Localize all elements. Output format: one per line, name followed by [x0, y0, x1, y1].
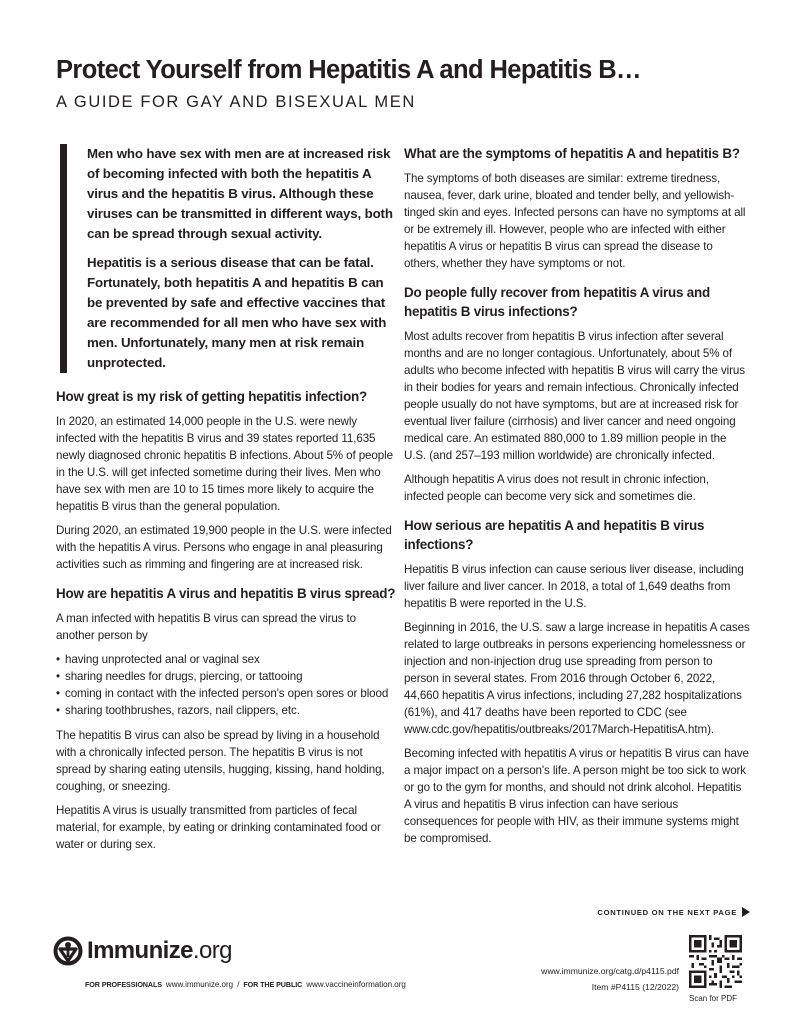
section-heading: How great is my risk of getting hepatitis infection? — [56, 389, 368, 404]
professionals-label: FOR PROFESSIONALS — [85, 980, 162, 989]
bullet-icon: • — [56, 653, 60, 666]
section-spread — [56, 584, 396, 853]
logo-wordmark — [87, 937, 232, 965]
left-column — [56, 144, 396, 864]
logo-name: Immunize — [87, 937, 193, 964]
section-heading: How serious are hepatitis A and hepatitis B virus infections? — [404, 518, 705, 552]
footer-item-info — [541, 963, 679, 995]
body-paragraph: Although hepatitis A virus does not result in chronic infection, infected people can become very sick and sometimes die. — [404, 473, 709, 503]
list-item-text: having unprotected anal or vaginal sex — [65, 653, 260, 666]
list-item — [56, 702, 396, 719]
intro-paragraph: Men who have sex with men are at increased risk of becoming infected with both the hepatitis A virus and the hepatitis B virus. Although these viruses can be transmitted in different ways, both can be spread through sexual activity. — [87, 146, 393, 241]
bullet-icon: • — [56, 687, 60, 700]
bullet-icon: • — [56, 670, 60, 683]
list-item — [56, 685, 396, 702]
bullet-list — [56, 651, 396, 719]
body-paragraph: Most adults recover from hepatitis B virus infection after several months and are no longer contagious. Unfortunately, about 5% of adults who become infected with hepatitis B virus will carry the virus in their bodies for years and remain infectious. Chronically infected people usually do not have symptoms, but are at increased risk for eventual liver failure (cirrhosis) and liver cancer and need ongoing medical care. An estimated 880,000 to 1.89 million people in the U.S. (and 257–193 million worldwide) are chronically infected. — [404, 330, 745, 462]
page-subtitle: A GUIDE FOR GAY AND BISEXUAL MEN — [56, 93, 416, 111]
section-heading: What are the symptoms of hepatitis A and hepatitis B? — [404, 146, 740, 161]
qr-label: Scan for PDF — [689, 994, 738, 1003]
bullet-icon: • — [56, 704, 60, 717]
section-heading: Do people fully recover from hepatitis A virus and hepatitis B virus infections? — [404, 285, 710, 319]
footer-separator: / — [237, 980, 240, 989]
body-paragraph: The hepatitis B virus can also be spread by living in a household with a chronically infected person. The hepatitis B virus is not spread by sharing eating utensils, hugging, kissing, hand holding, coughing, or sneezing. — [56, 729, 385, 793]
immunize-logo-icon — [53, 936, 83, 966]
pdf-link[interactable]: www.immunize.org/catg.d/p4115.pdf — [541, 966, 679, 976]
list-item — [56, 651, 396, 668]
body-paragraph: Hepatitis A virus is usually transmitted from particles of fecal material, for example, by eating or drinking contaminated food or water or during sex. — [56, 804, 381, 851]
item-number: Item #P4115 (12/2022) — [591, 982, 679, 992]
immunize-logo — [53, 936, 232, 966]
footer-links — [85, 980, 406, 989]
continued-label: CONTINUED ON THE NEXT PAGE — [597, 907, 737, 917]
qr-code-icon[interactable] — [689, 935, 742, 988]
body-paragraph: Hepatitis B virus infection can cause serious liver disease, including liver failure and liver cancer. In 2018, a total of 1,649 deaths from hepatitis B were reported in the U.S. — [404, 563, 744, 610]
body-paragraph: The symptoms of both diseases are similar: extreme tiredness, nausea, fever, dark urine, bloated and tender belly, and yellowish-tinged skin and eyes. Infected persons can have no symptoms at all or be extremely ill. However, people who are infected with either hepatitis A virus or hepatitis B virus can spread the disease to others, whether they have symptoms or not. — [404, 172, 746, 270]
body-paragraph: In 2020, an estimated 14,000 people in the U.S. were newly infected with the hepatitis B virus and 39 states reported 11,635 newly diagnosed chronic hepatitis B infections. About 5% of people in the U.S. will get infected sometime during their lives. Men who have sex with men are 10 to 15 times more likely to acquire the hepatitis B virus than the general population. — [56, 415, 393, 513]
intro-paragraph: Hepatitis is a serious disease that can be fatal. Fortunately, both hepatitis A and hepatitis B can be prevented by safe and effective vaccines that are recommended for all men who have sex with men. Unfortunately, many men at risk remain unprotected. — [87, 255, 387, 370]
public-link[interactable]: www.vaccineinformation.org — [306, 980, 406, 989]
intro-callout — [60, 144, 396, 373]
list-item — [56, 668, 396, 685]
section-symptoms — [404, 144, 750, 272]
arrow-right-icon — [742, 907, 750, 917]
section-recovery — [404, 283, 750, 505]
logo-suffix: .org — [192, 937, 232, 964]
body-paragraph: Beginning in 2016, the U.S. saw a large increase in hepatitis A cases related to large outbreaks in persons experiencing homelessness or injection and non-injection drug use spreading from person to person in several states. From 2016 through October 6, 2022, 44,660 hepatitis A virus infections, including 27,282 hospitalizations (61%), and 417 deaths have been reported to CDC (see www.cdc.gov/hepatitis/outbreaks/2017March-HepatitisA.htm). — [404, 621, 750, 736]
list-item-text: coming in contact with the infected person's open sores or blood — [65, 687, 389, 700]
right-column — [404, 144, 750, 858]
body-paragraph: A man infected with hepatitis B virus can spread the virus to another person by — [56, 612, 357, 642]
public-label: FOR THE PUBLIC — [243, 980, 303, 989]
page-title: Protect Yourself from Hepatitis A and Hepatitis B… — [56, 56, 641, 84]
body-paragraph: During 2020, an estimated 19,900 people in the U.S. were infected with the hepatitis A virus. Persons who engage in anal pleasuring activities such as rimming and fingering are at increased risk. — [56, 524, 392, 571]
section-heading: How are hepatitis A virus and hepatitis B virus spread? — [56, 586, 396, 601]
list-item-text: sharing toothbrushes, razors, nail clippers, etc. — [65, 704, 300, 717]
continued-next-page — [597, 907, 750, 917]
body-paragraph: Becoming infected with hepatitis A virus or hepatitis B virus can have a major impact on a person's life. A person might be too sick to work or go to the gym for months, and should not drink alcohol. Hepatitis A virus and hepatitis B virus infection can have serious consequences for people with HIV, as their immune systems might be compromised. — [404, 747, 749, 845]
section-risk — [56, 387, 396, 573]
section-seriousness — [404, 516, 750, 847]
professionals-link[interactable]: www.immunize.org — [165, 980, 234, 989]
list-item-text: sharing needles for drugs, piercing, or tattooing — [65, 670, 303, 683]
